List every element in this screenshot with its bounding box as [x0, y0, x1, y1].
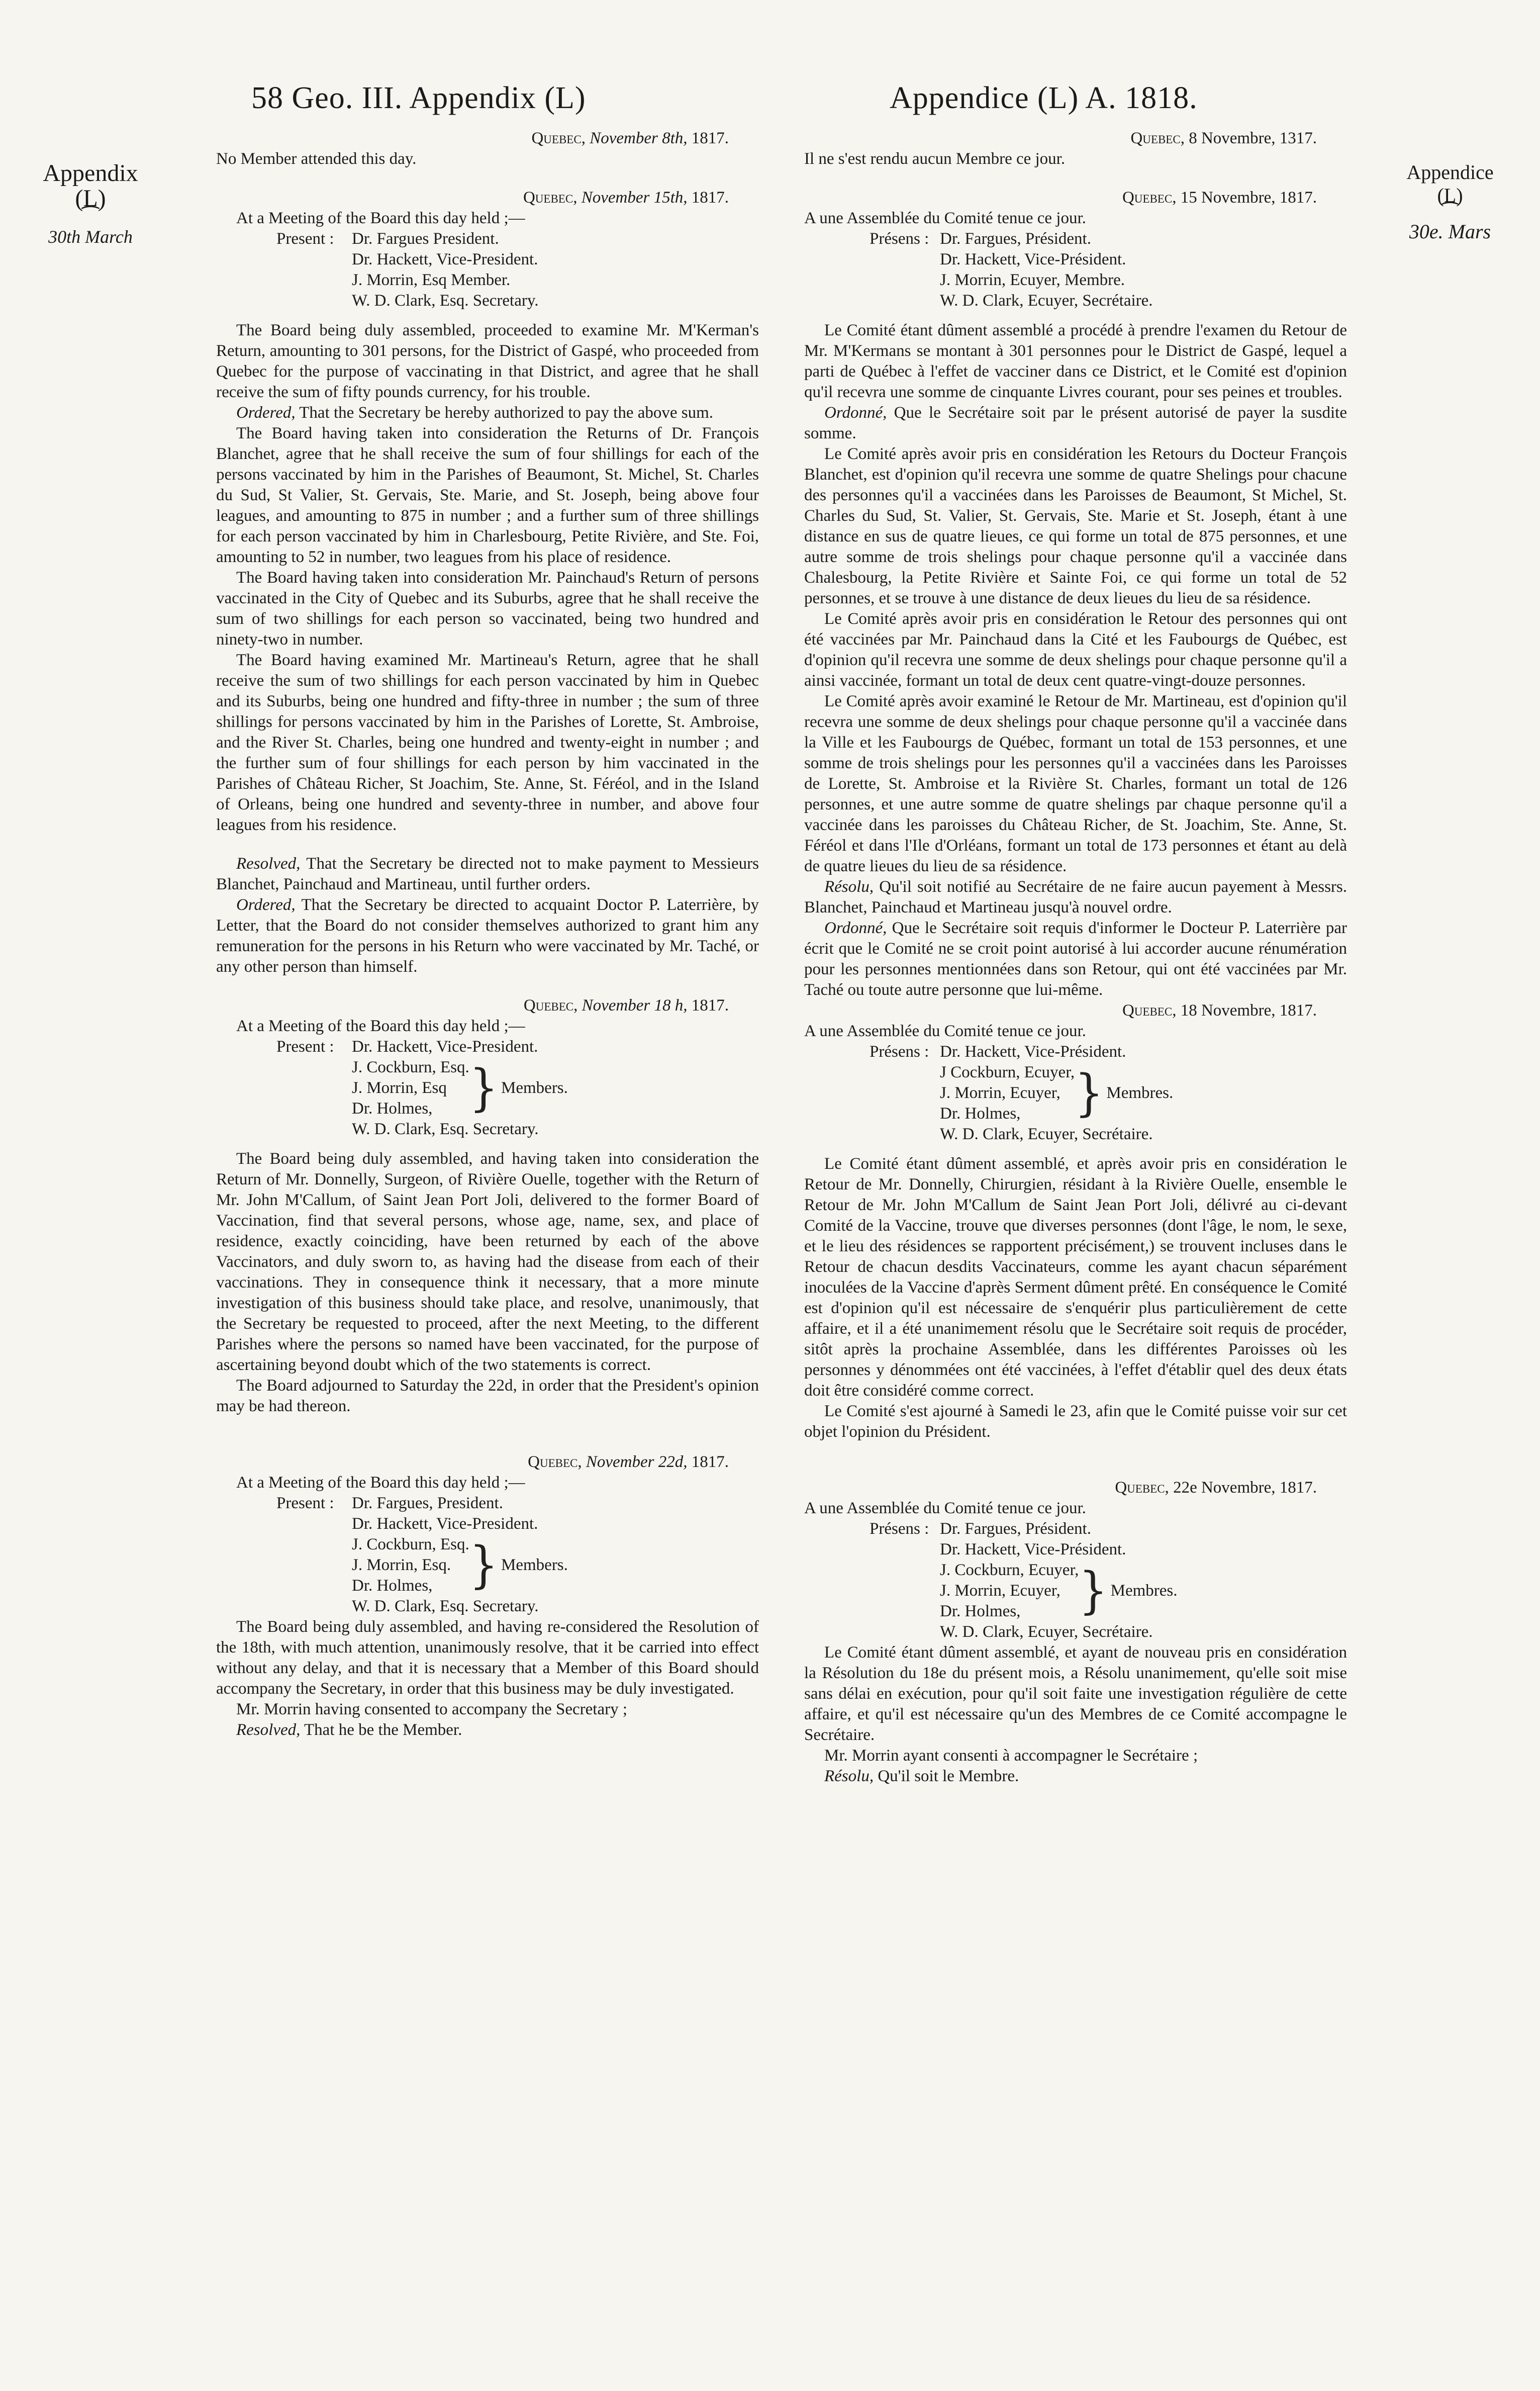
- page-header-right: Appendice (L) A. 1818.: [890, 81, 1198, 115]
- dateline-day: November 22d,: [586, 1453, 688, 1471]
- paragraph: The Board being duly assembled, and having taken into consideration the Return of Mr. Donnelly, Surgeon, of Rivière Ouelle, together with the Return of Mr. John M'Callum, of Saint Jean Port Joli, delivered to the former Board of Vaccination, find that several persons, whose age, name, sex, and place of residence, exactly coinciding, have been returned by each of the above Vaccinators, and duly sworn to, as having had the disease from each of their vaccinations. They in consequence think it necessary, that a more minute investigation of this business should take place, and resolve, unanimously, that the Secretary be requested to proceed, after the next Meeting, to the different Parishes where the persons so named have been vaccinated, for the purpose of ascertaining beyond doubt which of the two statements is correct.: [216, 1150, 759, 1374]
- paragraph-lead: Resolved,: [236, 1721, 301, 1739]
- dateline-year: 1817.: [1275, 189, 1317, 207]
- paragraph: The Board being duly assembled, proceeded to examine Mr. M'Kerman's Return, amounting to 301 persons, for the District of Gaspé, who proceeded from Quebec for the purpose of vaccinating in that District, and agree that he shall receive the sum of fifty pounds currency, for his trouble.: [216, 321, 759, 401]
- meeting-heading: A une Assemblée du Comité tenue ce jour.: [804, 209, 1086, 227]
- dateline-year: 1817.: [687, 189, 729, 207]
- attendance-list: [216, 229, 759, 311]
- dateline-place: Quebec,: [1122, 1001, 1177, 1020]
- attendance-list: [216, 1037, 759, 1140]
- paragraph: Le Comité étant dûment assemblé, et après avoir pris en considération le Retour de Mr. Donnelly, Chirurgien, résidant à la Rivière Ouelle, ensemble le Retour de Mr. John M'Callum de Saint Jean Port Joli, délivré au ci-devant Comité de la Vaccine, trouve que diverses personnes (dont l'âge, le nom, le sexe, et le lieu des résidences se rapportent précisément,) se trouvent incluses dans le Retour de chacun desdits Vaccinateurs, comme les ayant chacun séparément inoculées de la Vaccine d'après Serment dûment prêté. En conséquence le Comité est d'opinion qu'il est nécessaire de s'enquérir plus particulièrement de cette affaire, et il a été unanimement résolu que le Secrétaire soit requis de procéder, sitôt après la prochaine Assemblée, dans les différentes Paroisses où les personnes y dénommées ont été vaccinées, à l'effet d'établir quel des deux états doit être considéré comme correct.: [804, 1155, 1347, 1400]
- margin-appendice-label: Appendice: [1406, 161, 1494, 183]
- dateline-place: Quebec,: [1130, 129, 1185, 147]
- dateline: [216, 128, 759, 149]
- brace-glyph: }: [469, 1536, 499, 1594]
- english-column: [216, 128, 759, 1740]
- dateline-place: Quebec,: [523, 996, 578, 1015]
- attendee: Dr. Fargues President.: [352, 230, 499, 248]
- margin-appendix-label: Appendix: [43, 160, 138, 187]
- dateline: [216, 995, 759, 1016]
- dateline-place: Quebec,: [1122, 189, 1177, 207]
- paragraph: Mr. Morrin ayant consenti à accompagner le Secrétaire ;: [824, 1746, 1198, 1765]
- dateline-place: Quebec,: [528, 1453, 582, 1471]
- dateline: [804, 1478, 1347, 1498]
- members-label: Members.: [501, 1556, 568, 1574]
- dateline-day: November 18 h,: [582, 996, 688, 1015]
- brace-glyph: }: [1075, 1064, 1104, 1122]
- dateline-day: 18 Novembre,: [1180, 1001, 1276, 1020]
- paragraph: Le Comité après avoir pris en considération le Retour des personnes qui ont été vaccinées par Mr. Painchaud dans la Cité et les Faubourgs de Québec, est d'opinion qu'il recevra une somme de deux shelings pour chaque personne qu'il a ainsi vaccinée, formant un total de deux cent quatre-vingt-douze personnes.: [804, 610, 1347, 690]
- attendee: Dr. Fargues, Président.: [940, 230, 1091, 248]
- no-member-note: No Member attended this day.: [216, 150, 417, 168]
- paragraph-body: Que le Secrétaire soit par le présent autorisé de payer la susdite somme.: [804, 404, 1347, 442]
- paragraph-body: Qu'il soit notifié au Secrétaire de ne faire aucun payement à Messrs. Blanchet, Painchaud et Martineau jusqu'à nouvel ordre.: [804, 878, 1347, 916]
- paragraph-body: That the Secretary be directed not to make payment to Messieurs Blanchet, Painchaud and Martineau, until further orders.: [216, 855, 759, 893]
- dateline: [804, 1000, 1347, 1021]
- attendee: Dr. Holmes,: [940, 1105, 1021, 1123]
- attendee: W. D. Clark, Esq. Secretary.: [352, 1597, 539, 1615]
- present-label: Present :: [276, 1494, 334, 1512]
- dateline-place: Quebec,: [523, 189, 578, 207]
- paragraph: [216, 1720, 759, 1740]
- page-header-left: 58 Geo. III. Appendix (L): [251, 81, 586, 115]
- attendance-list: [804, 1519, 1347, 1642]
- attendee: J. Morrin, Ecuyer, Membre.: [940, 271, 1125, 289]
- attendee: W. D. Clark, Esq. Secretary.: [352, 1120, 539, 1138]
- paragraph: Le Comité étant dûment assemblé, et ayant de nouveau pris en considération la Résolution du 18e du présent mois, a Résolu unanimement, qu'elle soit mise sans délai en exécution, pour qu'il soit faite une investigation régulière de cette affaire, et qu'il est nécessaire qu'un des Membres de ce Comité accompagne le Secrétaire.: [804, 1643, 1347, 1744]
- paragraph: The Board being duly assembled, and having re-considered the Resolution of the 18th, with much attention, unanimously resolve, that it be carried into effect without any delay, and that it is necessary that a Member of this Board should accompany the Secretary, in order that this business may be duly investigated.: [216, 1618, 759, 1698]
- attendee: Dr. Holmes,: [352, 1577, 433, 1595]
- paragraph: Le Comité étant dûment assemblé a procédé à prendre l'examen du Retour de Mr. M'Kermans se montant à 301 personnes pour le District de Gaspé, lequel a parti de Québec à l'effet de vacciner dans ce District, et le Comité est d'opinion qu'il recevra une somme de cinquante Livres courant, pour ses peines et troubles.: [804, 321, 1347, 401]
- meeting-heading: A une Assemblée du Comité tenue ce jour.: [804, 1499, 1086, 1517]
- no-member-note: Il ne s'est rendu aucun Membre ce jour.: [804, 150, 1066, 168]
- dateline: [804, 128, 1347, 149]
- members-label: Members.: [501, 1079, 568, 1097]
- paragraph-body: That the Secretary be hereby authorized to pay the above sum.: [295, 404, 714, 422]
- dateline: [216, 1452, 759, 1473]
- attendee: Dr. Hackett, Vice-Président.: [940, 1043, 1126, 1061]
- dateline-day: 15 Novembre,: [1180, 189, 1276, 207]
- dateline-place: Quebec,: [1115, 1479, 1169, 1497]
- paragraph-lead: Ordered,: [236, 404, 296, 422]
- paragraph: [804, 918, 1347, 1000]
- margin-date: 30e. Mars: [1409, 220, 1491, 243]
- dateline-year: 1817.: [687, 996, 729, 1015]
- attendee: W. D. Clark, Ecuyer, Secrétaire.: [940, 292, 1153, 310]
- dateline-year: 1817.: [1275, 1479, 1317, 1497]
- dateline-day: 8 Novembre,: [1189, 129, 1276, 147]
- dateline: [216, 188, 759, 208]
- attendee: Dr. Hackett, Vice-Président.: [940, 250, 1126, 268]
- attendee: J Cockburn, Ecuyer,: [940, 1063, 1075, 1081]
- attendee: J. Cockburn, Esq.: [352, 1058, 469, 1076]
- attendee: J. Cockburn, Ecuyer,: [940, 1561, 1079, 1579]
- attendee: Dr. Fargues, Président.: [940, 1520, 1091, 1538]
- paragraph: Le Comité s'est ajourné à Samedi le 23, afin que le Comité puisse voir sur cet objet l'opinion du Président.: [804, 1402, 1347, 1441]
- attendee: W. D. Clark, Ecuyer, Secrétaire.: [940, 1125, 1153, 1143]
- present-label: Présens :: [870, 230, 929, 248]
- paragraph: The Board having taken into consideration the Returns of Dr. François Blanchet, agree that he shall receive the sum of four shillings for each of the persons vaccinated by him in the Parishes of Beaumont, St. Michel, St. Charles du Sud, St Valier, St. Gervais, Ste. Marie, and St. Joseph, being above four leagues, and amounting to 875 in number ; and a further sum of three shillings for each person vaccinated by him in Charlesbourg, Petite Rivière, and Ste. Foi, amounting to 52 in number, two leagues from his place of residence.: [216, 424, 759, 566]
- present-label: Présens :: [870, 1520, 929, 1538]
- french-column: [804, 128, 1347, 1787]
- paragraph-lead: Résolu,: [824, 1767, 874, 1785]
- attendee: Dr. Hackett, Vice-President.: [352, 250, 538, 268]
- paragraph: Le Comité après avoir examiné le Retour de Mr. Martineau, est d'opinion qu'il recevra une somme de deux shelings pour chaque personne qu'il a vaccinée dans la Ville et les Faubourgs de Québec, formant un total de 153 personnes, et une somme de trois shelings pour les personnes qu'il a vaccinées dans les Paroisses de Lorette, St. Ambroise et la Rivière St. Charles, formant un total de 126 personnes, et une autre somme de quatre shelings par chaque personne qu'il a vaccinée dans les paroisses du Château Richer, de St. Joachim, Ste. Anne, St. Féréol et dans l'Ile d'Orléans, formant un total de 173 personnes et étant au delà de quatre lieues du lieu de sa résidence.: [804, 692, 1347, 875]
- attendee: W. D. Clark, Ecuyer, Secrétaire.: [940, 1623, 1153, 1641]
- paragraph-lead: Ordered,: [236, 896, 296, 914]
- present-label: Present :: [276, 230, 334, 248]
- dateline-place: Quebec,: [531, 129, 586, 147]
- paragraph: The Board having taken into consideration Mr. Painchaud's Return of persons vaccinated in the City of Quebec and its Suburbs, agree that he shall receive the sum of two shillings for each person so vaccinated, being two hundred and ninety-two in number.: [216, 569, 759, 649]
- margin-note-left: [40, 161, 141, 249]
- dateline-year: 1817.: [687, 1453, 729, 1471]
- paragraph-body: Que le Secrétaire soit requis d'informer le Docteur P. Laterrière par écrit que le Comité ne se croit point autorisé à lui accorder aucune rénumération pour les personnes mentionnées dans son Retour, qui ont été vaccinées par Mr. Taché ou toute autre personne que lui-même.: [804, 919, 1347, 999]
- paragraph: [216, 895, 759, 977]
- margin-appendice-letter: (L): [1437, 184, 1463, 207]
- paragraph: [804, 403, 1347, 444]
- attendee: J. Morrin, Ecuyer,: [940, 1582, 1061, 1600]
- paragraph-body: That the Secretary be directed to acquaint Doctor P. Laterrière, by Letter, that the Board do not consider themselves authorized to grant him any remuneration for the persons in his Return who were vaccinated by Mr. Taché, or any other person than himself.: [216, 896, 759, 976]
- attendee: Dr. Hackett, Vice-President.: [352, 1038, 538, 1056]
- attendee: J. Morrin, Esq Member.: [352, 271, 511, 289]
- attendee: J. Morrin, Esq.: [352, 1556, 451, 1574]
- brace-glyph: }: [469, 1059, 499, 1117]
- dateline-day: November 8th,: [590, 129, 688, 147]
- attendee: J. Cockburn, Esq.: [352, 1535, 469, 1553]
- margin-note-right: [1392, 161, 1508, 243]
- dateline-day: 22e Novembre,: [1173, 1479, 1276, 1497]
- margin-ornament: ⁀: [1441, 202, 1459, 225]
- paragraph: [804, 1766, 1347, 1787]
- attendee: J. Morrin, Ecuyer,: [940, 1084, 1061, 1102]
- paragraph-lead: Ordonné,: [824, 919, 887, 937]
- dateline-day: November 15th,: [581, 189, 688, 207]
- brace-glyph: }: [1079, 1561, 1108, 1620]
- margin-appendix-letter: (L): [75, 185, 106, 212]
- meeting-heading: At a Meeting of the Board this day held ;—: [236, 209, 525, 227]
- paragraph: [216, 403, 759, 423]
- members-group: [940, 1560, 1347, 1622]
- margin-ornament: ⁀: [82, 206, 99, 229]
- margin-date: 30th March: [48, 227, 133, 247]
- attendee: Dr. Hackett, Vice-Président.: [940, 1540, 1126, 1558]
- paragraph-lead: Ordonné,: [824, 404, 887, 422]
- attendance-list: [804, 229, 1347, 311]
- paragraph-body: Qu'il soit le Membre.: [874, 1767, 1019, 1785]
- paragraph-body: That he be the Member.: [300, 1721, 462, 1739]
- members-group: [352, 1534, 759, 1596]
- attendance-list: [216, 1493, 759, 1617]
- attendance-list: [804, 1042, 1347, 1145]
- present-label: Présens :: [870, 1043, 929, 1061]
- paragraph-lead: Resolved,: [236, 855, 301, 873]
- dateline-year: 1317.: [1275, 129, 1317, 147]
- paragraph: The Board having examined Mr. Martineau's Return, agree that he shall receive the sum of two shillings for each person vaccinated by him in Quebec and its Suburbs, being one hundred and fifty-three in number ; the sum of three shillings for persons vaccinated by him in the Parishes of Lorette, St. Ambroise, and the River St. Charles, being one hundred and twenty-eight in number ; and the further sum of four shillings for each person by him vaccinated in the Parishes of Château Richer, St Joachim, Ste. Anne, St. Féréol, and in the Island of Orleans, being one hundred and seventy-three in number, and above four leagues from his residence.: [216, 651, 759, 834]
- paragraph: [804, 877, 1347, 918]
- paragraph-lead: Résolu,: [824, 878, 874, 896]
- attendee: W. D. Clark, Esq. Secretary.: [352, 292, 539, 310]
- attendee: Dr. Holmes,: [940, 1602, 1021, 1620]
- paragraph: [216, 854, 759, 895]
- attendee: J. Morrin, Esq: [352, 1079, 447, 1097]
- paragraph: Le Comité après avoir pris en considération les Retours du Docteur François Blanchet, est d'opinion qu'il recevra une somme de quatre Shelings pour chacune des personnes qu'il a vaccinées dans les Paroisses de Beaumont, St Michel, St. Charles du Sud, St. Valier, St. Gervais, Ste. Marie et St. Joseph, étant à une distance en sus de quatre lieues, ce qui forme un total de 875 personnes, et une autre somme de trois shelings pour chaque personne qu'il a vaccinée dans Chalesbourg, la Petite Rivière et Sainte Foi, ce qui forme un total de 52 personnes, et se trouve à une distance de deux lieues du lieu de sa résidence.: [804, 445, 1347, 607]
- members-group: [940, 1062, 1347, 1124]
- present-label: Present :: [276, 1038, 334, 1056]
- meeting-heading: At a Meeting of the Board this day held ;—: [236, 1017, 525, 1035]
- meeting-heading: A une Assemblée du Comité tenue ce jour.: [804, 1022, 1086, 1040]
- attendee: Dr. Holmes,: [352, 1099, 433, 1118]
- members-label: Membres.: [1106, 1084, 1174, 1102]
- attendee: Dr. Fargues, President.: [352, 1494, 503, 1512]
- paragraph: The Board adjourned to Saturday the 22d, in order that the President's opinion may be had thereon.: [216, 1376, 759, 1415]
- dateline-year: 1817.: [687, 129, 729, 147]
- paragraph: Mr. Morrin having consented to accompany the Secretary ;: [236, 1700, 628, 1718]
- members-group: [352, 1057, 759, 1119]
- members-label: Membres.: [1110, 1582, 1178, 1600]
- attendee: Dr. Hackett, Vice-President.: [352, 1515, 538, 1533]
- dateline: [804, 188, 1347, 208]
- meeting-heading: At a Meeting of the Board this day held ;—: [236, 1474, 525, 1492]
- dateline-year: 1817.: [1275, 1001, 1317, 1020]
